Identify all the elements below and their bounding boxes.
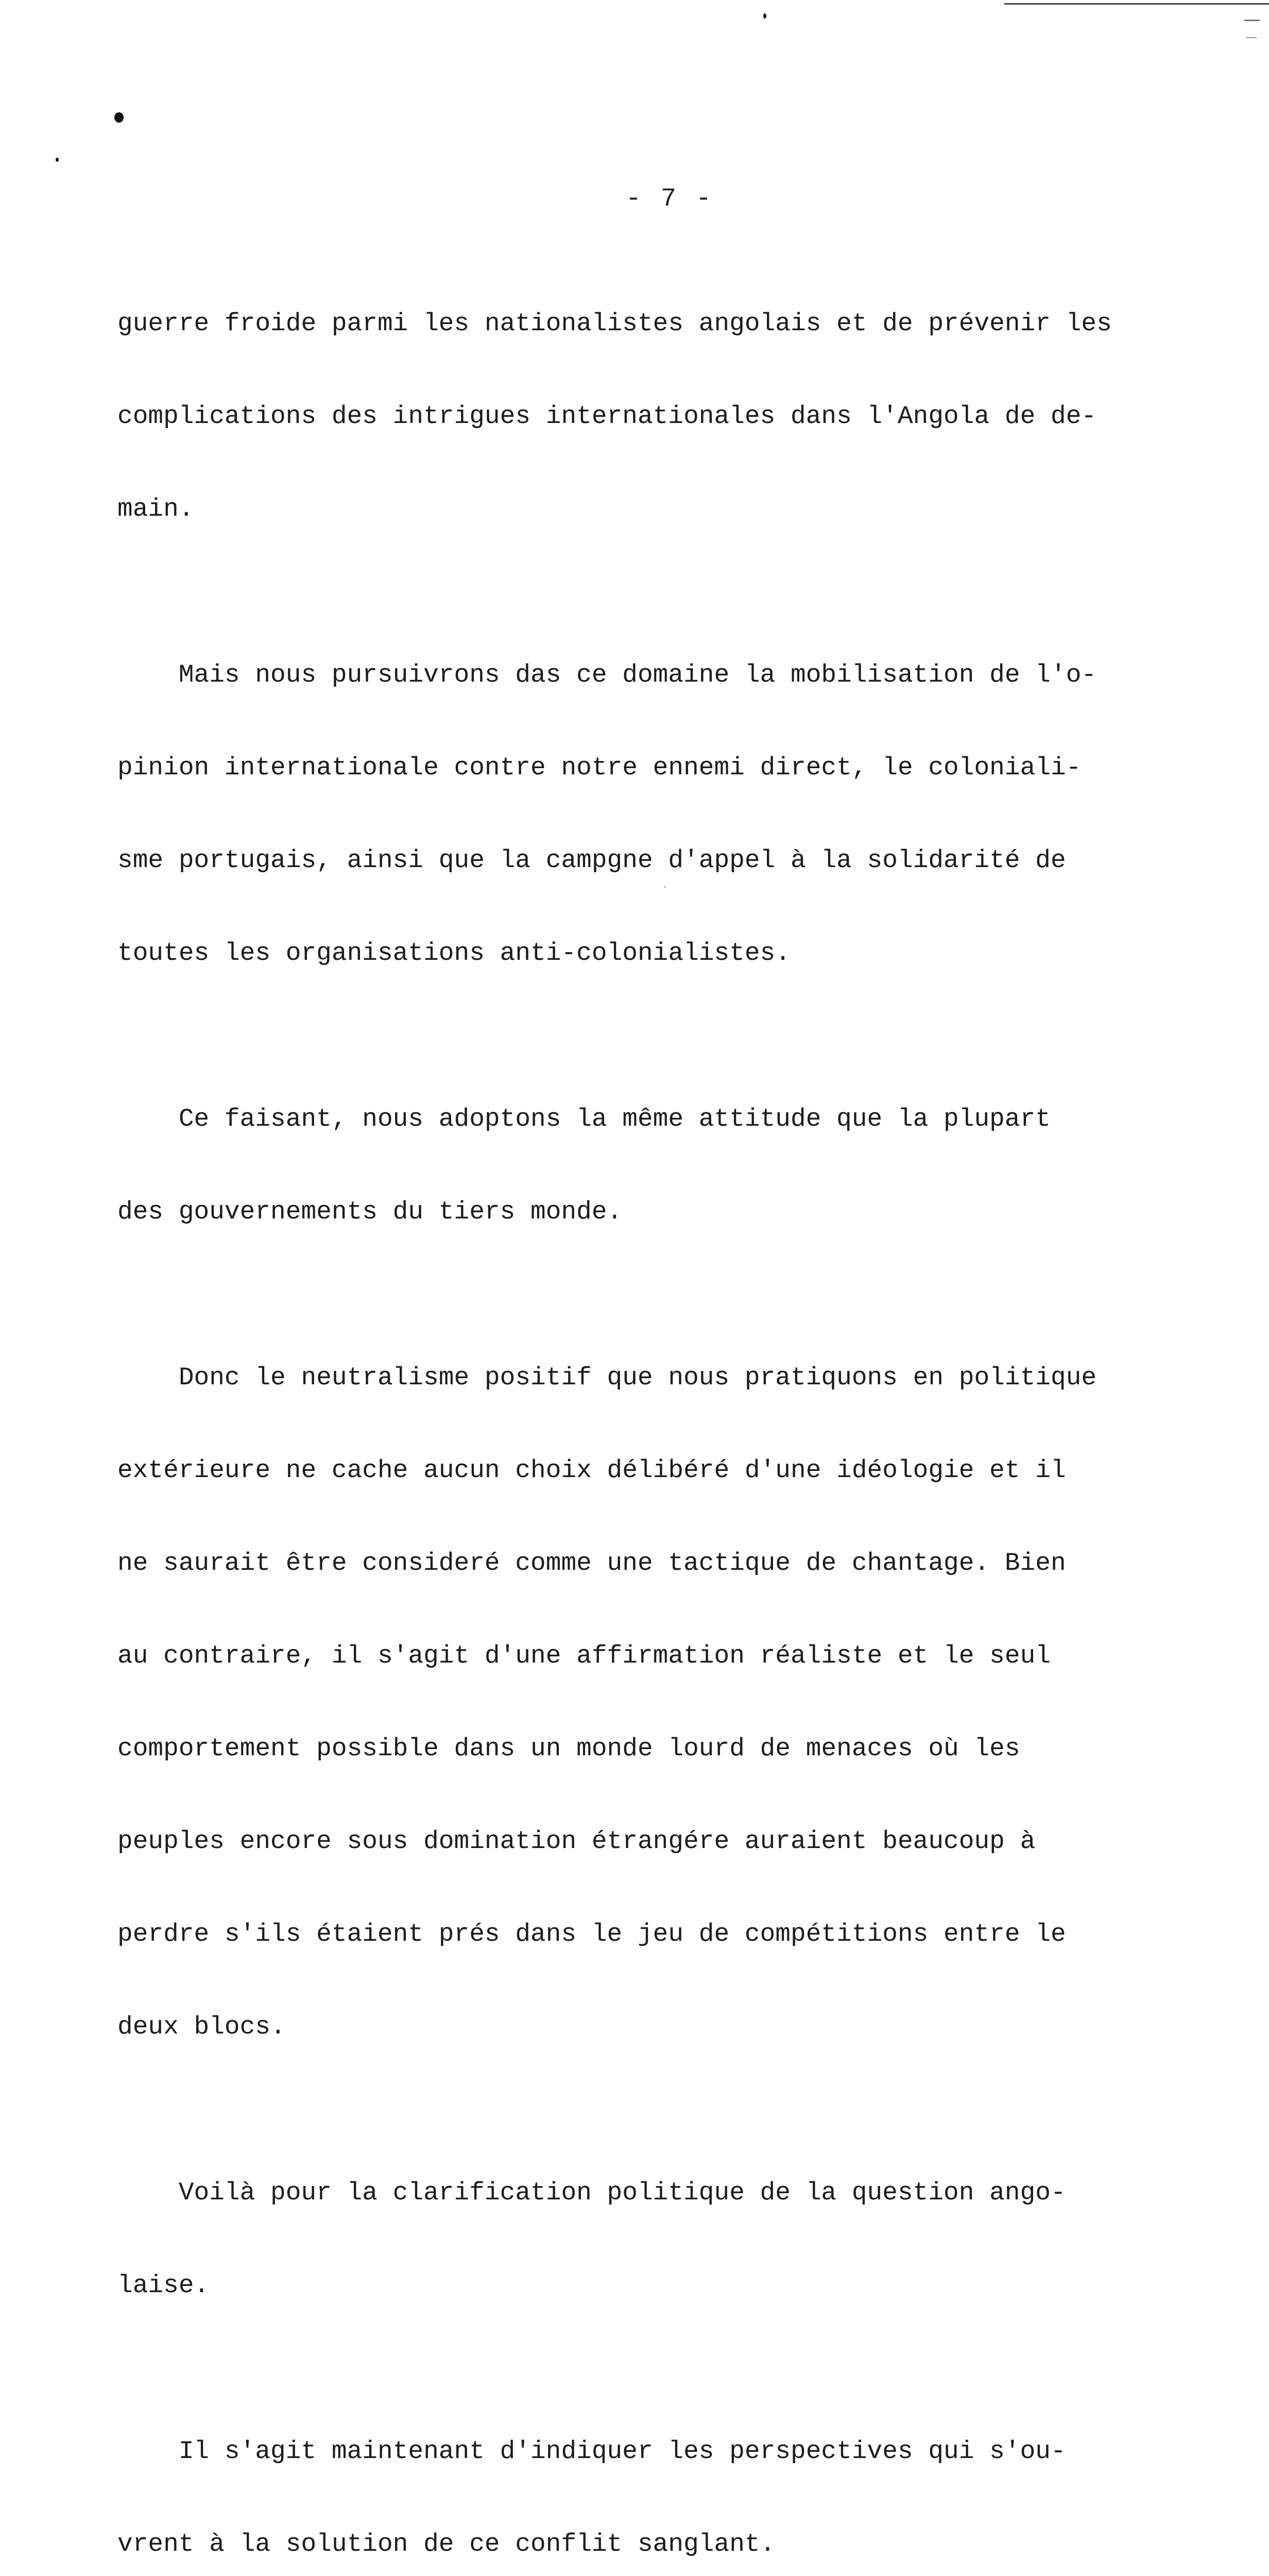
paragraph [117,1300,1189,2104]
paragraph [117,2115,1189,2363]
paragraph [117,1042,1189,1289]
text-line: deux blocs. [117,2012,286,2041]
text-line: Il s'agit maintenant d'indiquer les perspectives qui s'ou- [117,2437,1066,2466]
text-line: Ce faisant, nous adoptons la même attitude que la plupart [117,1105,1051,1133]
text-line: complications des intrigues internationales dans l'Angola de de- [117,402,1097,431]
body-text [117,246,1189,2576]
text-line: main. [117,495,194,523]
text-line: extérieure ne cache aucun choix délibéré d'une idéologie et il [117,1456,1066,1485]
text-line: Donc le neutralisme positif que nous pratiquons en politique [117,1363,1097,1392]
scan-edge-line [1004,3,1269,5]
scan-speck [114,112,124,123]
text-line: ne saurait être consideré comme une tactique de chantage. Bien [117,1549,1066,1578]
text-line: comportement possible dans un monde lourd de menaces où les [117,1734,1020,1763]
text-line: laise. [117,2271,210,2300]
text-line: pinion internationale contre notre ennemi direct, le coloniali- [117,753,1082,782]
paragraph [117,598,1189,1030]
paragraph [117,246,1189,586]
scan-speck [763,13,766,19]
text-line: peuples encore sous domination étrangére auraient beaucoup à [117,1827,1036,1856]
text-line: au contraire, il s'agit d'une affirmation réaliste et le seul [117,1641,1051,1670]
text-line: sme portugais, ainsi que la campgne d'appel à la solidarité de [117,846,1066,875]
text-line: Mais nous pursuivrons das ce domaine la mobilisation de l'o- [117,660,1097,689]
text-line: perdre s'ils étaient prés dans le jeu de compétitions entre le [117,1920,1066,1948]
text-line: guerre froide parmi les nationalistes angolais et de prévenir les [117,309,1112,338]
text-line: vrent à la solution de ce conflit sanglant. [117,2530,776,2558]
scan-speck [1246,37,1257,38]
text-line: toutes les organisations anti-colonialistes. [117,939,791,968]
scan-speck [56,158,59,162]
paragraph [117,2374,1189,2576]
scan-speck [1244,20,1260,21]
text-line: Voilà pour la clarification politique de la question ango- [117,2178,1066,2207]
page-number: - 7 - [625,184,714,214]
text-line: des gouvernements du tiers monde. [117,1197,623,1226]
